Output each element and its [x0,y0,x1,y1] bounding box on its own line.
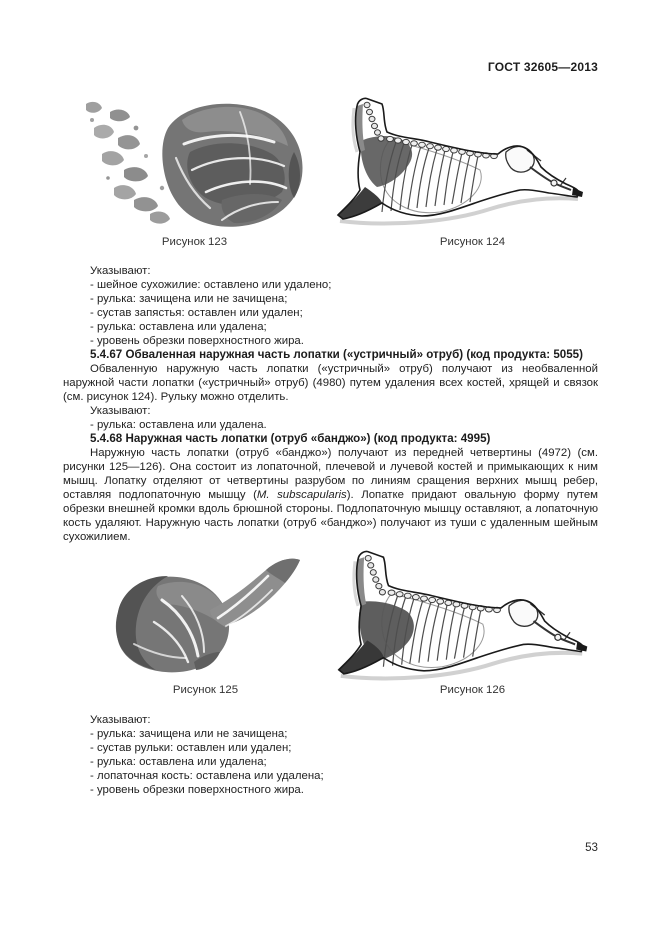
main-text-block [63,264,598,544]
instruction-item: - рулька: оставлена или удалена. [90,419,267,431]
figure-caption-125: Рисунок 125 [172,684,239,696]
instruction-intro: Указывают: [90,714,151,726]
instruction-item: - уровень обрезки поверхностного жира. [90,784,304,796]
instruction-item: - рулька: оставлена или удалена; [90,321,267,333]
section-heading-5-4-68: 5.4.68 Наружная часть лопатки (отруб «банджо») (код продукта: 4995) [90,432,491,445]
instruction-item: - лопаточная кость: оставлена или удалена; [90,770,324,782]
section-paragraph-5-4-68 [63,446,598,544]
latin-term: M. subscapularis [256,489,347,501]
section-paragraph-5-4-67: Обваленную наружную часть лопатки («устричный» отруб) получают из необваленной наружной части лопатки («устричный» отруб) (4980) путем удаления всех костей, хрящей и связок (см. рисунок 124). Рульку можно отделить. [63,363,598,403]
figure-125 [98,552,313,677]
paragraph-text: Наружную часть лопатки (отруб «банджо») получают из передней четвертины (4972) (см. рисунки 125—126). Она состоит из лопаточной, плечевой и лучевой костей и примыкающих к ним мышц. Лопатку отделяют от четвертины разрубом по линиям сращения верхних мышц ребер, оставляя подлопаточную мышцу ( [63,447,598,501]
instruction-intro: Указывают: [90,265,151,277]
instruction-item: - уровень обрезки поверхностного жира. [90,335,304,347]
figure-126 [330,543,590,685]
meat-photo-oyster-cut [72,92,317,234]
figure-123 [72,92,317,234]
instruction-item: - рулька: зачищена или не зачищена; [90,728,288,740]
instruction-item: - рулька: оставлена или удалена; [90,756,267,768]
meat-photo-banjo-cut [98,552,313,677]
carcass-diagram-banjo-cut [330,543,590,685]
bottom-text-block [63,713,598,797]
document-code: ГОСТ 32605—2013 [487,60,598,74]
figure-caption-123: Рисунок 123 [161,236,228,248]
figure-caption-124: Рисунок 124 [439,236,506,248]
carcass-diagram-oyster-cut [330,90,585,230]
instruction-item: - рулька: зачищена или не зачищена; [90,293,288,305]
instruction-item: - шейное сухожилие: оставлено или удалено; [90,279,332,291]
instruction-item: - сустав рульки: оставлен или удален; [90,742,292,754]
paragraph-text: ). Лопатке придают овальную форму путем обрезки внешней кромки вдоль брюшной стороны. Подлопаточную мышцу оставляют, а лопаточную кость удаляют. Наружную часть лопатки (отруб «банджо») получают из туши с удаленным шейным сухожилием. [63,489,598,543]
instruction-intro: Указывают: [90,405,151,417]
figure-caption-126: Рисунок 126 [439,684,506,696]
section-heading-5-4-67: 5.4.67 Обваленная наружная часть лопатки («устричный» отруб) (код продукта: 5055) [90,348,583,361]
page-number: 53 [585,841,598,854]
figure-124 [330,90,585,230]
instruction-item: - сустав запястья: оставлен или удален; [90,307,303,319]
